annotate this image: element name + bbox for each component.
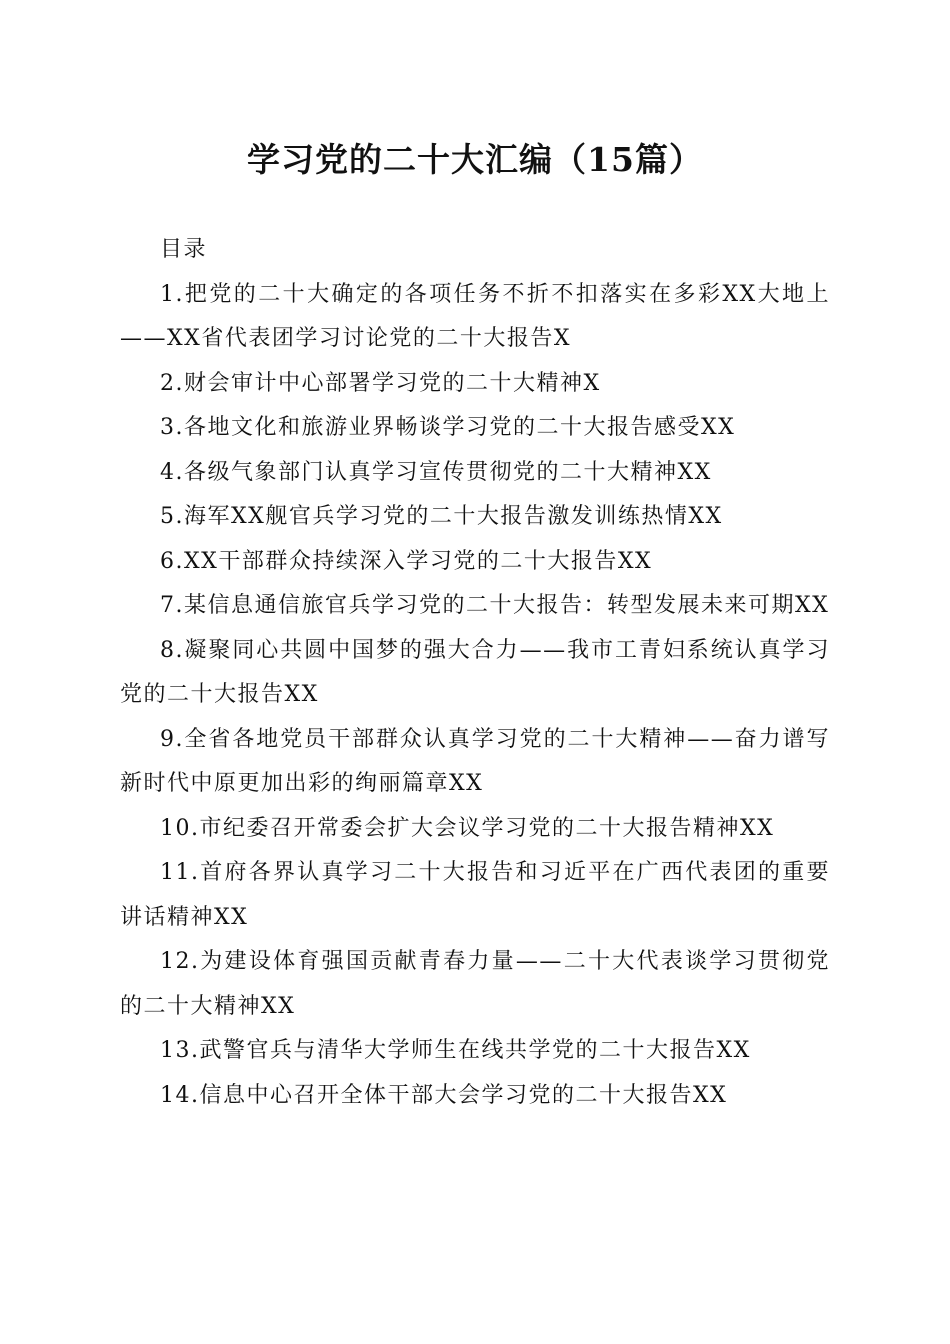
- toc-item-6: 6.XX干部群众持续深入学习党的二十大报告XX: [160, 548, 653, 574]
- toc-item-7: 7.某信息通信旅官兵学习党的二十大报告：转型发展未来可期XX: [160, 593, 830, 618]
- toc-item-8: 8.凝聚同心共圆中国梦的强大合力——我市工青妇系统认真学习党的二十大报告XX: [120, 637, 830, 707]
- toc-item-9: 9.全省各地党员干部群众认真学习党的二十大精神——奋力谱写新时代中原更加出彩的绚丽篇章XX: [120, 726, 830, 796]
- toc-item-5: 5.海军XX舰官兵学习党的二十大报告激发训练热情XX: [160, 504, 723, 529]
- toc-item-1: 1.把党的二十大确定的各项任务不折不扣落实在多彩XX大地上——XX省代表团学习讨论党的二十大报告X: [120, 281, 830, 351]
- toc-item-4: 4.各级气象部门认真学习宣传贯彻党的二十大精神XX: [160, 459, 712, 485]
- toc-item-11: 11.首府各界认真学习二十大报告和习近平在广西代表团的重要讲话精神XX: [120, 860, 830, 930]
- toc-item-2: 2.财会审计中心部署学习党的二十大精神X: [160, 370, 601, 396]
- toc-item-13: 13.武警官兵与清华大学师生在线共学党的二十大报告XX: [160, 1038, 751, 1063]
- toc-item-12: 12.为建设体育强国贡献青春力量——二十大代表谈学习贯彻党的二十大精神XX: [120, 949, 830, 1019]
- toc-item-10: 10.市纪委召开常委会扩大会议学习党的二十大报告精神XX: [160, 815, 775, 841]
- table-of-contents: [120, 228, 830, 1118]
- toc-heading: 目录: [160, 237, 208, 262]
- toc-item-3: 3.各地文化和旅游业界畅谈学习党的二十大报告感受XX: [160, 415, 736, 440]
- toc-item-14: 14.信息中心召开全体干部大会学习党的二十大报告XX: [160, 1082, 728, 1108]
- document-title: 学习党的二十大汇编（15篇）: [247, 140, 703, 179]
